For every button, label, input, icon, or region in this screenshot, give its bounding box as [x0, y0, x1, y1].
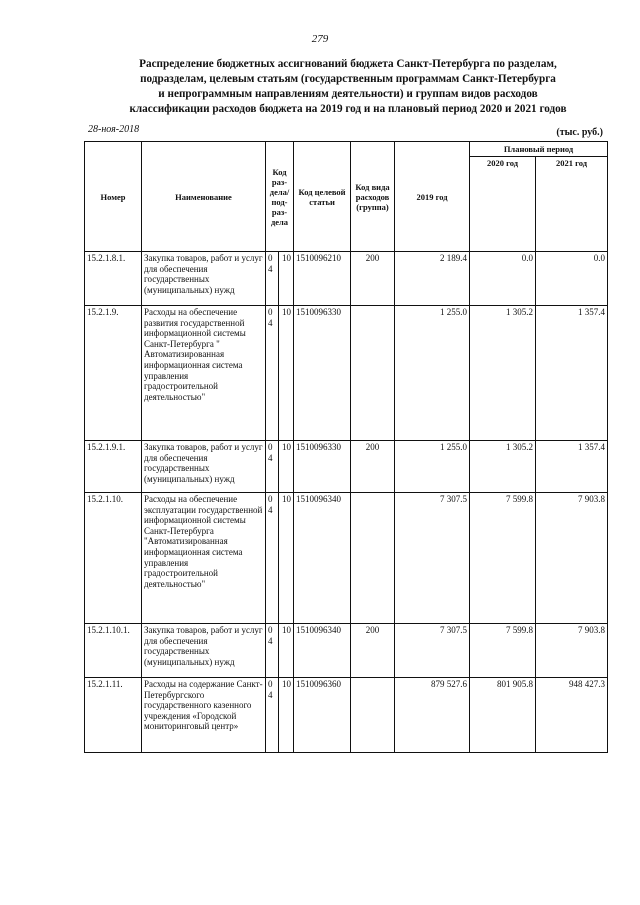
- row-section: 04: [266, 493, 279, 624]
- row-target-code: 1510096210: [294, 252, 351, 306]
- header-name: Наименование: [142, 142, 266, 252]
- row-number: 15.2.1.10.: [85, 493, 142, 624]
- table-row: [85, 624, 608, 678]
- row-name: Расходы на обеспечение эксплуатации государственной информационной системы Санкт-Петербурга "Автоматизированная информационная система управления градостроительной деятельностью": [142, 493, 266, 624]
- row-amount-2019: 7 307.5: [395, 624, 470, 678]
- row-name: Закупка товаров, работ и услуг для обеспечения государственных (муниципальных) нужд: [142, 624, 266, 678]
- row-amount-2021: 1 357.4: [536, 441, 608, 493]
- table-row: [85, 493, 608, 624]
- row-type-code: [351, 493, 395, 624]
- row-target-code: 1510096330: [294, 306, 351, 441]
- row-subsection: 10: [279, 678, 294, 753]
- table-row: [85, 306, 608, 441]
- header-year-2019: 2019 год: [395, 142, 470, 252]
- row-amount-2020: 1 305.2: [470, 441, 536, 493]
- header-year-2021: 2021 год: [536, 157, 608, 252]
- table-row: [85, 252, 608, 306]
- row-section: 04: [266, 252, 279, 306]
- row-number: 15.2.1.9.1.: [85, 441, 142, 493]
- table-row: [85, 678, 608, 753]
- table-row: [85, 441, 608, 493]
- row-amount-2020: 7 599.8: [470, 624, 536, 678]
- row-subsection: 10: [279, 252, 294, 306]
- row-type-code: 200: [351, 252, 395, 306]
- row-amount-2020: 7 599.8: [470, 493, 536, 624]
- row-name: Расходы на содержание Санкт-Петербургского государственного казенного учреждения «Городской мониторинговый центр»: [142, 678, 266, 753]
- row-number: 15.2.1.8.1.: [85, 252, 142, 306]
- header-expense-type-code: Код вида расходов (группа): [351, 142, 395, 252]
- row-amount-2020: 801 905.8: [470, 678, 536, 753]
- row-subsection: 10: [279, 441, 294, 493]
- title-line: подразделам, целевым статьям (государственным программам Санкт-Петербурга: [140, 73, 556, 85]
- title-line: Распределение бюджетных ассигнований бюджета Санкт-Петербурга по разделам,: [139, 58, 557, 70]
- units-label: (тыс. руб.): [556, 127, 603, 138]
- title-line: и непрограммным направлениям деятельности) и группам видов расходов: [158, 88, 538, 100]
- header-section-code: Код раз- дела/ под- раз- дела: [266, 142, 294, 252]
- row-target-code: 1510096340: [294, 493, 351, 624]
- row-number: 15.2.1.10.1.: [85, 624, 142, 678]
- row-number: 15.2.1.9.: [85, 306, 142, 441]
- row-amount-2021: 0.0: [536, 252, 608, 306]
- row-type-code: 200: [351, 624, 395, 678]
- header-planned-period: Плановый период: [470, 142, 608, 157]
- document-title: [88, 57, 608, 117]
- row-amount-2021: 7 903.8: [536, 624, 608, 678]
- row-subsection: 10: [279, 624, 294, 678]
- row-amount-2019: 1 255.0: [395, 306, 470, 441]
- row-amount-2019: 7 307.5: [395, 493, 470, 624]
- row-name: Закупка товаров, работ и услуг для обеспечения государственных (муниципальных) нужд: [142, 252, 266, 306]
- row-section: 04: [266, 441, 279, 493]
- row-section: 04: [266, 624, 279, 678]
- document-date: 28-ноя-2018: [88, 124, 140, 135]
- row-amount-2021: 1 357.4: [536, 306, 608, 441]
- budget-table: [84, 141, 608, 753]
- row-amount-2020: 0.0: [470, 252, 536, 306]
- row-target-code: 1510096360: [294, 678, 351, 753]
- row-amount-2021: 948 427.3: [536, 678, 608, 753]
- row-amount-2019: 1 255.0: [395, 441, 470, 493]
- row-amount-2021: 7 903.8: [536, 493, 608, 624]
- header-target-code: Код целевой статьи: [294, 142, 351, 252]
- title-line: классификации расходов бюджета на 2019 год и на плановый период 2020 и 2021 годов: [129, 103, 567, 115]
- row-subsection: 10: [279, 306, 294, 441]
- row-type-code: [351, 678, 395, 753]
- header-year-2020: 2020 год: [470, 157, 536, 252]
- row-type-code: 200: [351, 441, 395, 493]
- row-subsection: 10: [279, 493, 294, 624]
- row-number: 15.2.1.11.: [85, 678, 142, 753]
- row-section: 04: [266, 306, 279, 441]
- row-amount-2019: 879 527.6: [395, 678, 470, 753]
- row-section: 04: [266, 678, 279, 753]
- header-number: Номер: [85, 142, 142, 252]
- row-amount-2019: 2 189.4: [395, 252, 470, 306]
- row-amount-2020: 1 305.2: [470, 306, 536, 441]
- row-type-code: [351, 306, 395, 441]
- row-name: Закупка товаров, работ и услуг для обеспечения государственных (муниципальных) нужд: [142, 441, 266, 493]
- row-target-code: 1510096340: [294, 624, 351, 678]
- row-target-code: 1510096330: [294, 441, 351, 493]
- page-number: 279: [311, 33, 329, 45]
- row-name: Расходы на обеспечение развития государственной информационной системы Санкт-Петербурга " Автоматизированная информационная система управления градостроительной деятельностью": [142, 306, 266, 441]
